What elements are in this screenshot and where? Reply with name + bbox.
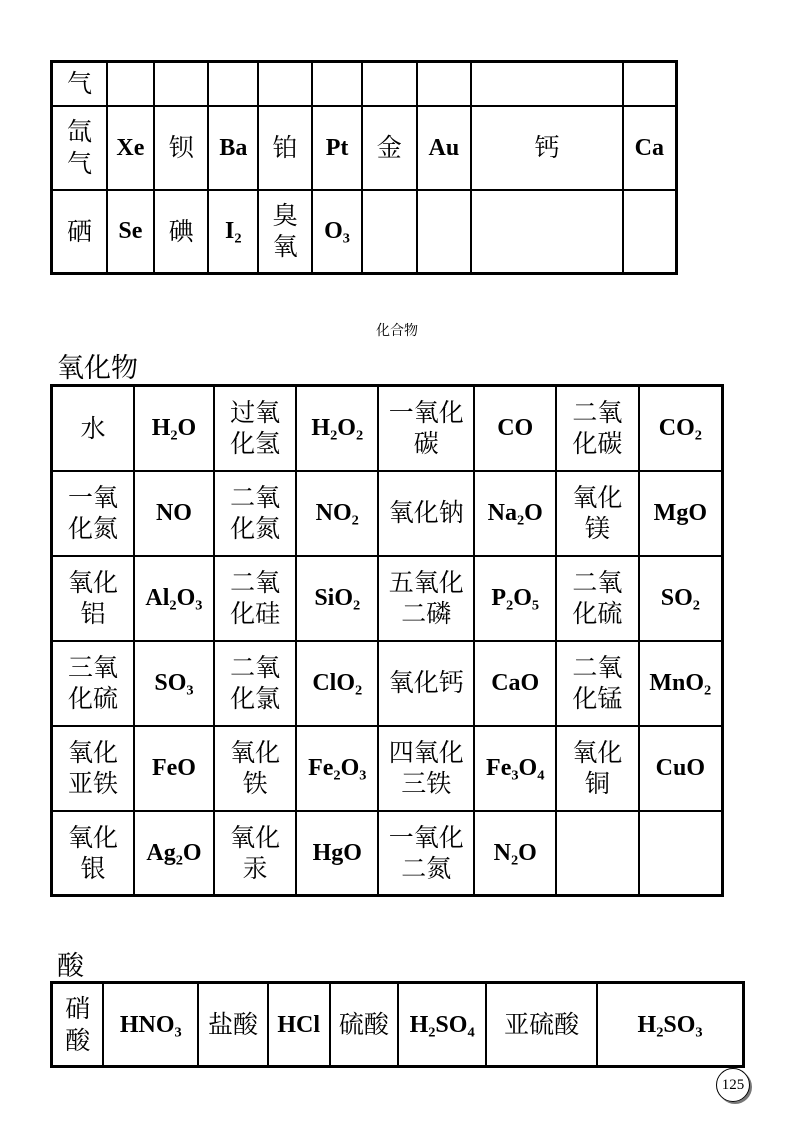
table-cell: MnO₂	[639, 641, 723, 726]
table-cell: Fe₃O₄	[474, 726, 556, 811]
table-cell: 硒	[52, 190, 108, 274]
table-cell: 二氧化硫	[556, 556, 639, 641]
table-cell	[312, 62, 362, 106]
table-cell: 臭氧	[258, 190, 312, 274]
table-cell: I₂	[208, 190, 258, 274]
table-cell: 气	[52, 62, 108, 106]
table-cell: Al₂O₃	[134, 556, 214, 641]
table-row	[52, 983, 744, 1067]
table-cell: 一氧化氮	[52, 471, 135, 556]
table-cell	[208, 62, 258, 106]
table-cell: CaO	[474, 641, 556, 726]
table-row	[52, 106, 677, 190]
table-cell: 二氧化锰	[556, 641, 639, 726]
table-row	[52, 62, 677, 106]
table-cell: SO₂	[639, 556, 723, 641]
table-cell	[623, 190, 677, 274]
table-cell: CO	[474, 386, 556, 471]
table-cell: P₂O₅	[474, 556, 556, 641]
table-cell: ClO₂	[296, 641, 378, 726]
table-cell: 盐酸	[198, 983, 268, 1067]
table-cell: SO₃	[134, 641, 214, 726]
table-cell: 氧化汞	[214, 811, 297, 896]
table-cell: 氧化钠	[378, 471, 474, 556]
table-cell: 二氧化碳	[556, 386, 639, 471]
table-cell: 氧化铜	[556, 726, 639, 811]
table-cell: 氧化钙	[378, 641, 474, 726]
table-cell	[623, 62, 677, 106]
oxides-table	[50, 384, 724, 897]
table-cell: 硫酸	[330, 983, 399, 1067]
table-cell: 二氧化硅	[214, 556, 297, 641]
table-cell: 碘	[154, 190, 209, 274]
table-cell: 氧化镁	[556, 471, 639, 556]
table-cell: 水	[52, 386, 135, 471]
table-cell: 氧化银	[52, 811, 135, 896]
table-cell: 一氧化碳	[378, 386, 474, 471]
elements-table	[50, 60, 678, 275]
table-cell: 钙	[471, 106, 622, 190]
table-cell: N₂O	[474, 811, 556, 896]
table-cell	[362, 62, 417, 106]
section-caption: 化合物	[376, 323, 418, 339]
table-cell	[471, 190, 622, 274]
table-cell: 氧化铁	[214, 726, 297, 811]
table-cell: Pt	[312, 106, 362, 190]
table-cell: FeO	[134, 726, 214, 811]
table-cell: 铂	[258, 106, 312, 190]
table-row	[52, 726, 723, 811]
table-cell	[417, 62, 472, 106]
page-number: 125	[716, 1068, 750, 1102]
table-cell: 氧化亚铁	[52, 726, 135, 811]
table-cell: Na₂O	[474, 471, 556, 556]
table-cell	[154, 62, 209, 106]
table-cell: 四氧化三铁	[378, 726, 474, 811]
table-row	[52, 190, 677, 274]
table-cell	[556, 811, 639, 896]
table-cell	[107, 62, 154, 106]
table-cell: H₂O₂	[296, 386, 378, 471]
table-cell: 硝酸	[52, 983, 104, 1067]
table-cell: CuO	[639, 726, 723, 811]
table-cell: H₂O	[134, 386, 214, 471]
table-cell: NO₂	[296, 471, 378, 556]
table-cell: H₂SO₃	[597, 983, 743, 1067]
table-cell: 一氧化二氮	[378, 811, 474, 896]
table-cell: Ca	[623, 106, 677, 190]
table-cell: MgO	[639, 471, 723, 556]
table-cell: 二氧化氮	[214, 471, 297, 556]
table-cell: Ba	[208, 106, 258, 190]
table-cell: H₂SO₄	[398, 983, 486, 1067]
table-cell: SiO₂	[296, 556, 378, 641]
acids-table	[50, 981, 745, 1068]
table-cell: Ag₂O	[134, 811, 214, 896]
table-cell	[362, 190, 417, 274]
acids-heading: 酸	[57, 951, 84, 982]
table-cell: Au	[417, 106, 472, 190]
table-row	[52, 641, 723, 726]
table-cell	[471, 62, 622, 106]
table-cell: 二氧化氯	[214, 641, 297, 726]
table-cell	[417, 190, 472, 274]
table-row	[52, 556, 723, 641]
table-cell: Xe	[107, 106, 154, 190]
table-cell: O₃	[312, 190, 362, 274]
table-cell	[258, 62, 312, 106]
table-cell: CO₂	[639, 386, 723, 471]
table-cell: 金	[362, 106, 417, 190]
table-cell: 五氧化二磷	[378, 556, 474, 641]
table-cell	[639, 811, 723, 896]
table-cell: HgO	[296, 811, 378, 896]
oxides-heading: 氧化物	[57, 353, 138, 384]
table-cell: HCl	[268, 983, 330, 1067]
table-cell: Se	[107, 190, 154, 274]
table-cell: 钡	[154, 106, 209, 190]
table-cell: 三氧化硫	[52, 641, 135, 726]
table-row	[52, 386, 723, 471]
table-cell: NO	[134, 471, 214, 556]
table-cell: 氙气	[52, 106, 108, 190]
table-cell: HNO₃	[103, 983, 198, 1067]
table-cell: 亚硫酸	[486, 983, 597, 1067]
table-cell: Fe₂O₃	[296, 726, 378, 811]
table-row	[52, 471, 723, 556]
table-cell: 氧化铝	[52, 556, 135, 641]
table-row	[52, 811, 723, 896]
table-cell: 过氧化氢	[214, 386, 297, 471]
